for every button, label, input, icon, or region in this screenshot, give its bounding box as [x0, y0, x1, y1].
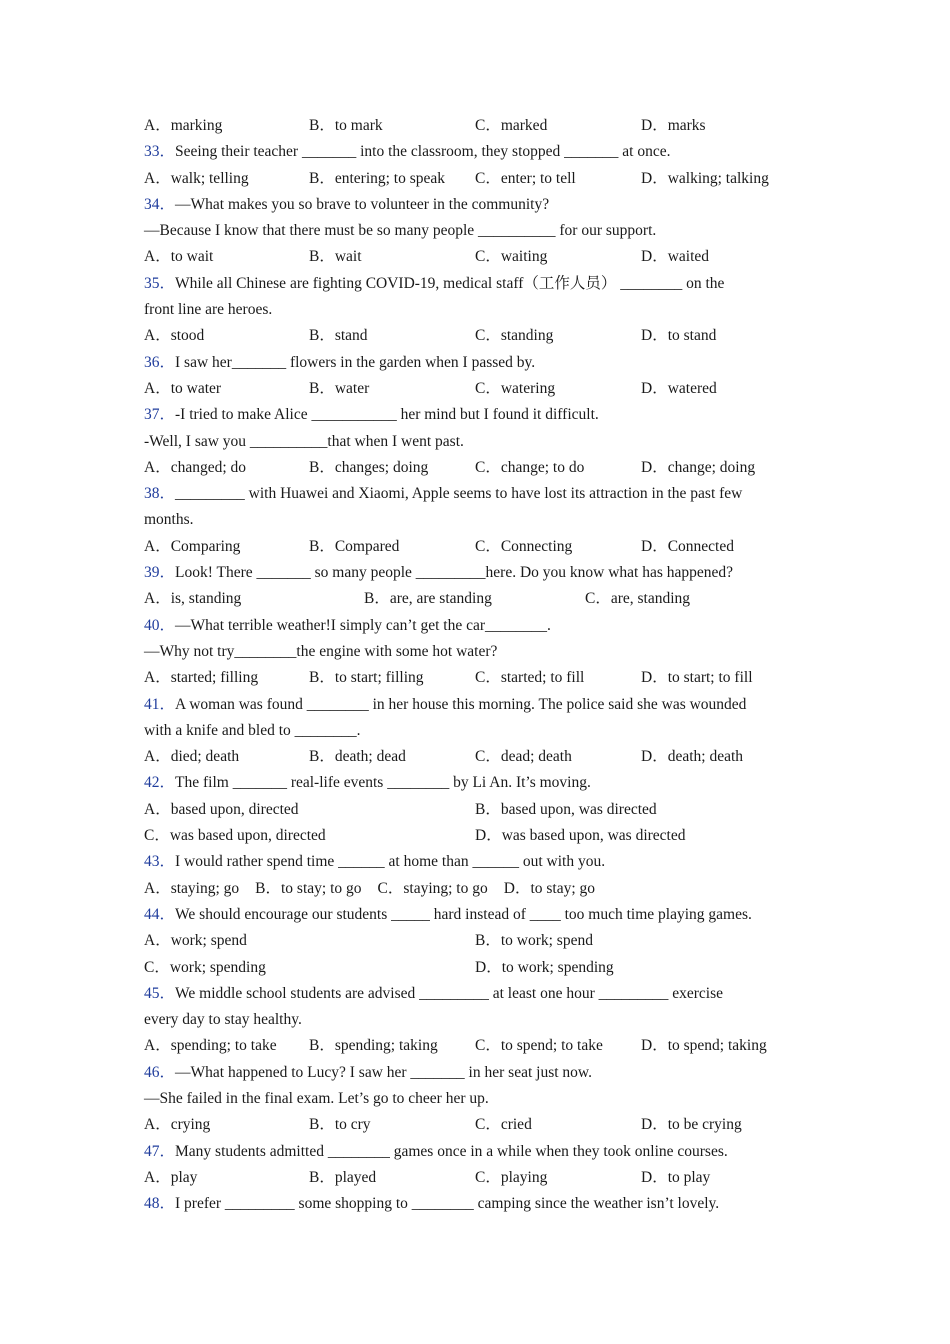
option: B．are, are standing: [364, 590, 492, 608]
option: C．standing: [475, 327, 554, 345]
options-row: [144, 797, 824, 823]
question-stem-line: [144, 297, 824, 323]
question-stem-line: [144, 718, 824, 744]
option: A．to wait: [144, 248, 214, 266]
option: A．walk; telling: [144, 169, 249, 187]
question-number: 46．: [144, 1063, 176, 1081]
question-number: 34．: [144, 195, 176, 213]
question-text: Seeing their teacher _______ into the classroom, they stopped _______ at once.: [175, 143, 671, 161]
option: A．marking: [144, 117, 223, 134]
question-number: 47．: [144, 1142, 176, 1160]
option: D．to stand: [641, 327, 717, 345]
option: D．to play: [641, 1168, 711, 1186]
option: D．Connected: [641, 537, 734, 555]
question-number: 40．: [144, 616, 176, 634]
option: B．wait: [309, 248, 362, 266]
question-text: —What terrible weather!I simply can’t get the car________.: [175, 616, 551, 634]
options-row: [144, 665, 824, 691]
question-stem-line: [144, 902, 824, 928]
question-stem-line: [144, 1191, 824, 1217]
question-stem-line: [144, 507, 824, 533]
question-number: 33．: [144, 143, 176, 161]
question-text: Many students admitted ________ games once in a while when they took online courses.: [175, 1142, 728, 1160]
option: D．waited: [641, 248, 710, 266]
question-stem-line: [144, 981, 824, 1007]
option: D．to work; spending: [475, 958, 614, 976]
question-text: front line are heroes.: [144, 301, 273, 319]
option: A．to water: [144, 379, 222, 397]
option: C．cried: [475, 1116, 532, 1134]
exam-page: [144, 113, 824, 1217]
question-text: with a knife and bled to ________.: [144, 721, 361, 739]
option: B．death; dead: [309, 748, 406, 766]
option: C．enter; to tell: [475, 169, 576, 187]
question-text: We middle school students are advised _________ at least one hour _________ exercise: [175, 984, 724, 1002]
question-text: I prefer _________ some shopping to ________ camping since the weather isn’t lovely.: [175, 1195, 720, 1213]
question-stem-line: [144, 1139, 824, 1165]
option: D．change; doing: [641, 458, 756, 476]
option: B．entering; to speak: [309, 169, 446, 187]
question-text: —Why not try________the engine with some hot water?: [144, 642, 498, 660]
option: A．changed; do: [144, 458, 247, 476]
option: B．Compared: [309, 537, 400, 555]
option: C．watering: [475, 379, 556, 397]
question-text: -Well, I saw you __________that when I went past.: [144, 432, 464, 450]
option: B．based upon, was directed: [475, 800, 657, 818]
question-stem-line: [144, 481, 824, 507]
option: C．to spend; to take: [475, 1037, 603, 1055]
question-text: every day to stay healthy.: [144, 1011, 302, 1029]
option: B．played: [309, 1168, 377, 1186]
question-stem-line: [144, 139, 824, 165]
question-number: 37．: [144, 406, 176, 424]
question-stem-line: [144, 402, 824, 428]
option: D．to start; to fill: [641, 669, 753, 687]
option: D．to be crying: [641, 1116, 742, 1134]
question-number: 43．: [144, 853, 176, 871]
option: A．started; filling: [144, 669, 259, 687]
options-row: [144, 244, 824, 270]
option: B．to mark: [309, 117, 383, 134]
question-number: 35．: [144, 274, 176, 292]
question-number: 48．: [144, 1195, 176, 1213]
question-text: Look! There _______ so many people _________here. Do you know what has happened?: [175, 564, 734, 582]
option: D．was based upon, was directed: [475, 827, 686, 845]
options-row: [144, 376, 824, 402]
question-stem-line: [144, 1060, 824, 1086]
question-stem-line: [144, 429, 824, 455]
question-text: months.: [144, 511, 194, 529]
option: B．to cry: [309, 1116, 371, 1134]
option: C．marked: [475, 117, 548, 134]
option: D．watered: [641, 379, 717, 397]
question-text: —What happened to Lucy? I saw her _______ in her seat just now.: [175, 1063, 592, 1081]
question-stem-line: [144, 560, 824, 586]
option: B．to start; filling: [309, 669, 424, 687]
option: D．marks: [641, 117, 706, 134]
question-stem-line: [144, 271, 824, 297]
question-stem-line: [144, 639, 824, 665]
option: C．staying; to go: [377, 879, 488, 897]
option: A．stood: [144, 327, 205, 345]
option: C．playing: [475, 1168, 548, 1186]
option: A．work; spend: [144, 932, 247, 950]
options-row: [144, 1165, 824, 1191]
options-row: [144, 955, 824, 981]
question-text: We should encourage our students _____ hard instead of ____ too much time playing games.: [175, 905, 752, 923]
option: D．death; death: [641, 748, 744, 766]
option: C．started; to fill: [475, 669, 585, 687]
option: A．crying: [144, 1116, 211, 1134]
question-stem-line: [144, 1086, 824, 1112]
question-text: —She failed in the final exam. Let’s go to cheer her up.: [144, 1089, 489, 1107]
option: C．dead; death: [475, 748, 572, 766]
option: B．stand: [309, 327, 368, 345]
options-row: [144, 876, 824, 902]
question-text: —What makes you so brave to volunteer in the community?: [175, 195, 550, 213]
option: B．spending; taking: [309, 1037, 438, 1055]
question-stem-line: [144, 692, 824, 718]
option: B．to stay; to go: [255, 879, 362, 897]
question-number: 42．: [144, 774, 176, 792]
option: D．to stay; go: [503, 879, 596, 897]
question-number: 36．: [144, 353, 176, 371]
question-text: I saw her_______ flowers in the garden when I passed by.: [175, 353, 536, 371]
question-text: A woman was found ________ in her house this morning. The police said she was wounded: [175, 695, 747, 713]
question-stem-line: [144, 849, 824, 875]
option: A．spending; to take: [144, 1037, 277, 1055]
options-row: [144, 586, 824, 612]
question-number: 38．: [144, 485, 176, 503]
options-row: [144, 455, 824, 481]
option: C．waiting: [475, 248, 548, 266]
option: C．was based upon, directed: [144, 827, 326, 845]
question-stem-line: [144, 770, 824, 796]
option: A．based upon, directed: [144, 800, 299, 818]
question-text: —Because I know that there must be so many people __________ for our support.: [144, 222, 657, 240]
question-text: I would rather spend time ______ at home than ______ out with you.: [175, 853, 606, 871]
question-stem-line: [144, 1007, 824, 1033]
options-row: [144, 166, 824, 192]
option: C．Connecting: [475, 537, 573, 555]
options-row: [144, 744, 824, 770]
options-row: [144, 323, 824, 349]
question-text: While all Chinese are fighting COVID-19, medical staff（工作人员） ________ on the: [175, 274, 725, 292]
option: A．died; death: [144, 748, 240, 766]
question-text: The film _______ real-life events ________ by Li An. It’s moving.: [175, 774, 591, 792]
options-row: [144, 534, 824, 560]
question-number: 45．: [144, 984, 176, 1002]
option: A．Comparing: [144, 537, 241, 555]
options-row: [144, 823, 824, 849]
question-number: 41．: [144, 695, 176, 713]
options-row: [144, 928, 824, 954]
question-number: 39．: [144, 564, 176, 582]
question-stem-line: [144, 192, 824, 218]
question-text: -I tried to make Alice ___________ her mind but I found it difficult.: [175, 406, 599, 424]
option: D．walking; talking: [641, 169, 769, 187]
option: C．change; to do: [475, 458, 585, 476]
option: D．to spend; taking: [641, 1037, 767, 1055]
options-row: [144, 113, 824, 139]
option: C．work; spending: [144, 958, 266, 976]
question-text: _________ with Huawei and Xiaomi, Apple seems to have lost its attraction in the past few: [175, 485, 743, 503]
option: C．are, standing: [585, 590, 691, 608]
question-number: 44．: [144, 905, 176, 923]
option: A．staying; go: [144, 879, 240, 897]
option: B．to work; spend: [475, 932, 593, 950]
options-row: [144, 1112, 824, 1138]
option: A．play: [144, 1168, 198, 1186]
option: B．water: [309, 379, 370, 397]
option: A．is, standing: [144, 590, 242, 608]
option: B．changes; doing: [309, 458, 429, 476]
question-stem-line: [144, 613, 824, 639]
question-stem-line: [144, 350, 824, 376]
options-row: [144, 1033, 824, 1059]
question-stem-line: [144, 218, 824, 244]
